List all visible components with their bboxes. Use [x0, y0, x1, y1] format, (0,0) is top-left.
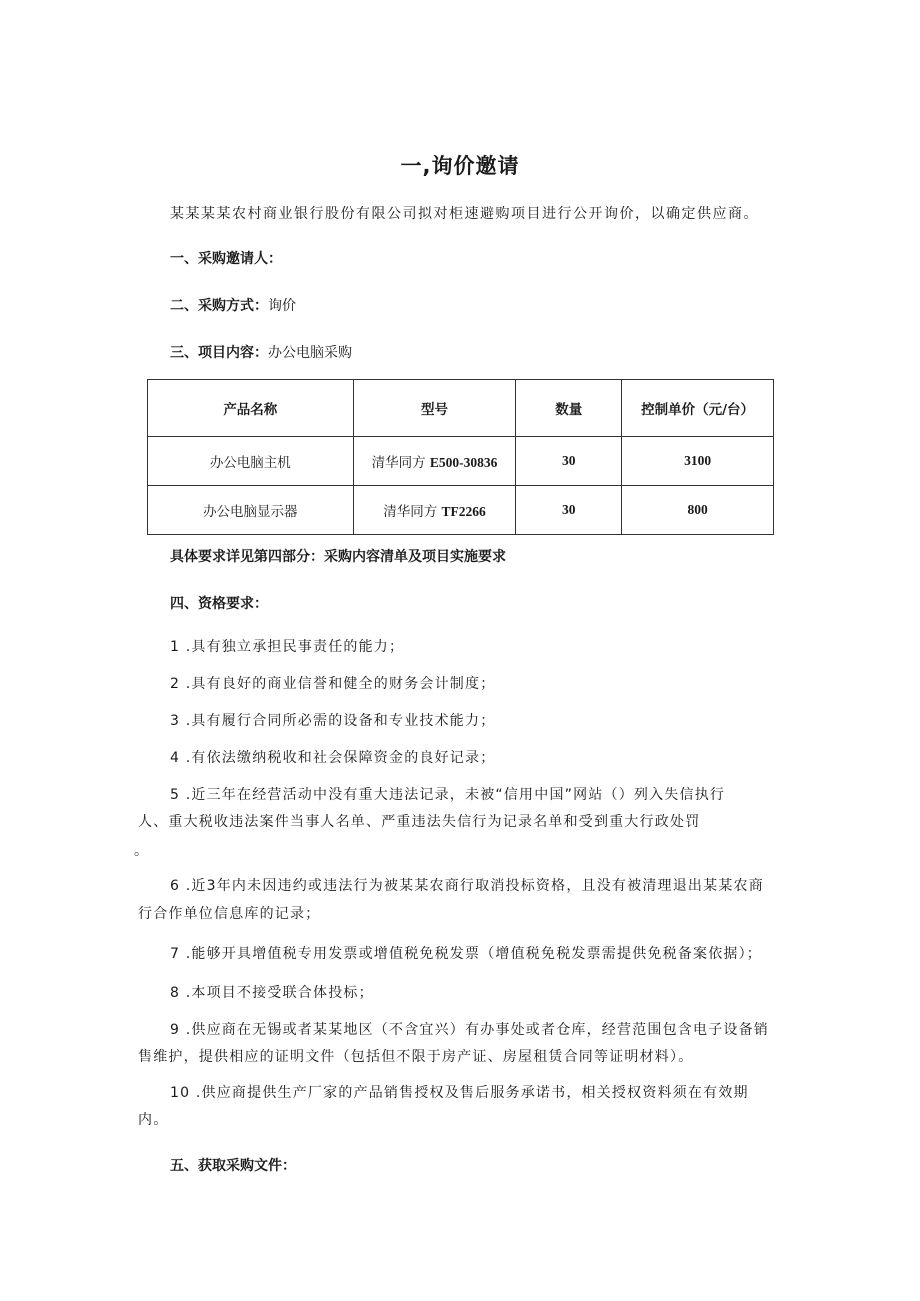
header-quantity: 数量	[516, 380, 622, 437]
requirement-line: 行合作单位信息库的记录；	[138, 906, 321, 922]
intro-paragraph: 某某某某农村商业银行股份有限公司拟对柜速避购项目进行公开询价，以确定供应商。	[170, 206, 759, 222]
section-method-value: 询价	[268, 298, 296, 314]
section-content-label: 三、项目内容：	[170, 345, 268, 361]
requirement-line: 7 .能够开具增值税专用发票或增值税免税发票（增值税免税发票需提供免税备案依据）；	[170, 946, 763, 962]
cell-product-name: 办公电脑主机	[148, 437, 354, 486]
header-model: 型号	[353, 380, 516, 437]
section-inviter-label: 一、采购邀请人：	[170, 251, 282, 267]
requirement-line: 9 .供应商在无锡或者某某地区（不含宜兴）有办事处或者仓库，经营范围包含电子设备销	[170, 1022, 770, 1038]
requirements-note: 具体要求详见第四部分：采购内容清单及项目实施要求	[170, 549, 506, 565]
cell-model	[353, 437, 516, 486]
requirement-line: 2 .具有良好的商业信誉和健全的财务会计制度；	[170, 676, 496, 692]
section-method-label: 二、采购方式：	[170, 298, 268, 314]
section-obtain-documents	[170, 1155, 296, 1175]
cell-model-brand: 清华同方	[383, 504, 438, 520]
table-header-row	[148, 380, 774, 437]
requirement-line: 内。	[138, 1112, 169, 1128]
cell-unit-price: 3100	[622, 437, 774, 486]
requirement-line: 人、重大税收违法案件当事人名单、严重违法失信行为记录名单和受到重大行政处罚	[138, 814, 701, 830]
requirement-line: 6 .近3年内未因违约或违法行为被某某农商行取消投标资格，且没有被清理退出某某农商	[170, 878, 764, 894]
header-unit-price: 控制单价（元/台）	[622, 380, 774, 437]
cell-model-code: TF2266	[441, 504, 486, 519]
section-qualifications	[170, 593, 268, 613]
cell-model-brand: 清华同方	[371, 455, 426, 471]
header-product-name: 产品名称	[148, 380, 354, 437]
requirement-line: 。	[134, 843, 150, 859]
cell-product-name: 办公电脑显示器	[148, 486, 354, 535]
requirement-line: 3 .具有履行合同所必需的设备和专业技术能力；	[170, 713, 496, 729]
requirement-line: 8 .本项目不接受联合体投标；	[170, 985, 374, 1001]
section-qualifications-label: 四、资格要求：	[170, 596, 268, 612]
table-row	[148, 437, 774, 486]
section-inviter	[170, 248, 282, 268]
requirement-line: 1 .具有独立承担民事责任的能力；	[170, 639, 405, 655]
cell-quantity: 30	[516, 437, 622, 486]
cell-model-code: E500-30836	[429, 455, 498, 470]
cell-model	[353, 486, 516, 535]
section-method	[170, 295, 296, 315]
cell-quantity: 30	[516, 486, 622, 535]
product-table	[147, 379, 774, 535]
requirement-line: 售维护，提供相应的证明文件（包括但不限于房产证、房屋租赁合同等证明材料）。	[138, 1049, 694, 1065]
requirement-line: 10 .供应商提供生产厂家的产品销售授权及售后服务承诺书，相关授权资料须在有效期	[170, 1085, 749, 1101]
requirement-line: 4 .有依法缴纳税收和社会保障资金的良好记录；	[170, 750, 496, 766]
section-content	[170, 342, 352, 362]
section-obtain-documents-label: 五、获取采购文件：	[170, 1158, 296, 1174]
requirement-line: 5 .近三年在经营活动中没有重大违法记录，未被“信用中国”网站（）列入失信执行	[170, 787, 726, 803]
table-row	[148, 486, 774, 535]
cell-unit-price: 800	[622, 486, 774, 535]
page-title: 一,询价邀请	[400, 154, 520, 178]
section-content-value: 办公电脑采购	[268, 345, 352, 361]
